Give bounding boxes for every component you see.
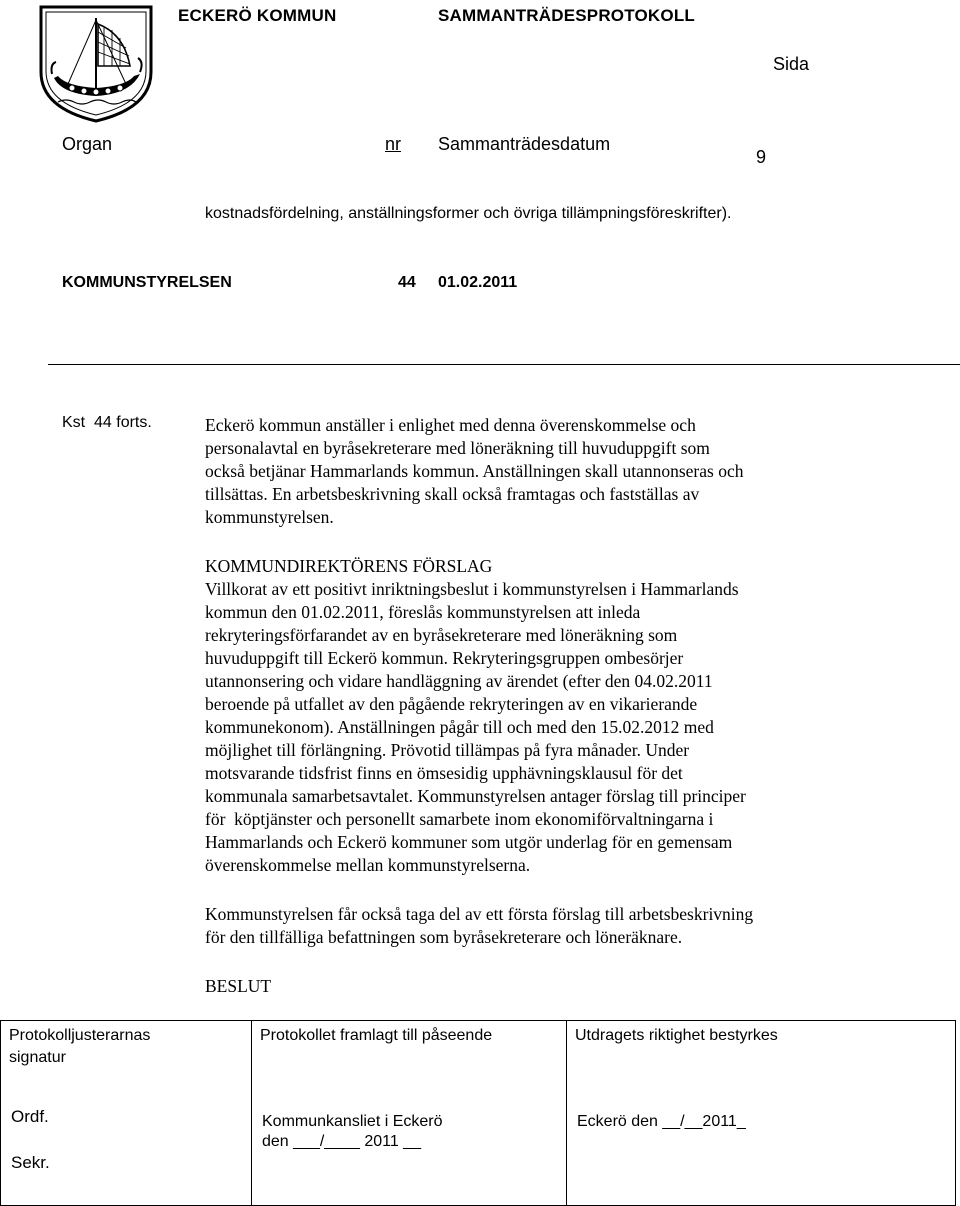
header-divider <box>48 364 960 365</box>
meeting-number: 44 <box>398 274 416 291</box>
paragraph-job-description <box>205 903 945 949</box>
certified-date: Eckerö den __/__2011_ <box>577 1113 746 1130</box>
text-line: motsvarande tidsfrist finns en ömsesidig upphävningsklausul för det <box>205 763 683 783</box>
text-line: kommunstyrelsen. <box>205 507 334 527</box>
text-line: rekryteringsförfarandet av en byråsekreterare med löneräkning som <box>205 625 678 645</box>
text-line: huvuduppgift till Eckerö kommun. Rekryteringsgruppen ombesörjer <box>205 648 684 668</box>
paragraph-employment <box>205 414 945 529</box>
organ-column-label: Organ <box>62 134 113 154</box>
page-label: Sida <box>773 54 810 74</box>
text-line: kommunala samarbetsavtalet. Kommunstyrelsen antager förslag till principer <box>205 786 746 806</box>
eckero-crest-emblem <box>38 4 154 124</box>
posted-date: den ___/____ 2011 __ <box>262 1133 421 1150</box>
minutes-body <box>205 414 945 998</box>
paragraph-proposal <box>205 578 945 877</box>
nr-column-label: nr <box>385 134 402 154</box>
text-line: tillsättas. En arbetsbeskrivning skall också framtagas och fastställas av <box>205 484 700 504</box>
decision-heading: BESLUT <box>205 976 272 996</box>
section-reference: Kst 44 forts. <box>62 414 152 431</box>
date-column-label: Sammanträdesdatum <box>438 134 611 154</box>
proposal-heading: KOMMUNDIREKTÖRENS FÖRSLAG <box>205 556 493 576</box>
signatures-cell <box>1 1021 252 1206</box>
posted-place: Kommunkansliet i Eckerö <box>262 1113 443 1130</box>
posted-label: Protokollet framlagt till påseende <box>260 1027 493 1044</box>
text-line: Villkorat av ett positivt inriktningsbeslut i kommunstyrelsen i Hammarlands <box>205 579 739 599</box>
chair-label: Ordf. <box>11 1107 49 1126</box>
document-type: SAMMANTRÄDESPROTOKOLL <box>438 6 695 25</box>
signatures-label-2: signatur <box>9 1049 66 1066</box>
text-line: beroende på utfallet av den pågående rekryteringen av en vikarierande <box>205 694 698 714</box>
text-line: kommun den 01.02.2011, föreslås kommunstyrelsen att inleda <box>205 602 641 622</box>
text-line: Eckerö kommun anställer i enlighet med denna överenskommelse och <box>205 415 696 435</box>
meeting-date: 01.02.2011 <box>438 274 518 291</box>
secretary-label: Sekr. <box>11 1153 50 1172</box>
meeting-organ: KOMMUNSTYRELSEN <box>62 274 232 291</box>
signatures-label: Protokolljusterarnas <box>9 1027 151 1044</box>
continuation-line: kostnadsfördelning, anställningsformer och övriga tillämpningsföreskrifter). <box>205 205 732 222</box>
certified-cell <box>567 1021 956 1206</box>
text-line: personalavtal en byråsekreterare med löneräkning till huvuduppgift som <box>205 438 710 458</box>
text-line: Kommunstyrelsen får också taga del av ett första förslag till arbetsbeskrivning <box>205 904 754 924</box>
text-line: Hammarlands och Eckerö kommuner som utgör underlag för en gemensam <box>205 832 733 852</box>
text-line: överenskommelse mellan kommunstyrelserna. <box>205 855 531 875</box>
certified-label: Utdragets riktighet bestyrkes <box>575 1027 778 1044</box>
page-number: 9 <box>756 147 767 167</box>
text-line: utannonsering och vidare handläggning av ärendet (efter den 04.02.2011 <box>205 671 713 691</box>
text-line: också betjänar Hammarlands kommun. Anställningen skall utannonseras och <box>205 461 744 481</box>
text-line: kommunekonom). Anställningen pågår till och med den 15.02.2012 med <box>205 717 714 737</box>
text-line: för den tillfälliga befattningen som byråsekreterare och löneräknare. <box>205 927 683 947</box>
text-line: för köptjänster och personellt samarbete inom ekonomiförvaltningarna i <box>205 809 714 829</box>
text-line: möjlighet till förlängning. Prövotid tillämpas på fyra månader. Under <box>205 740 690 760</box>
signature-footer <box>0 1020 956 1206</box>
municipality-name: ECKERÖ KOMMUN <box>178 6 337 25</box>
posted-cell <box>252 1021 567 1206</box>
